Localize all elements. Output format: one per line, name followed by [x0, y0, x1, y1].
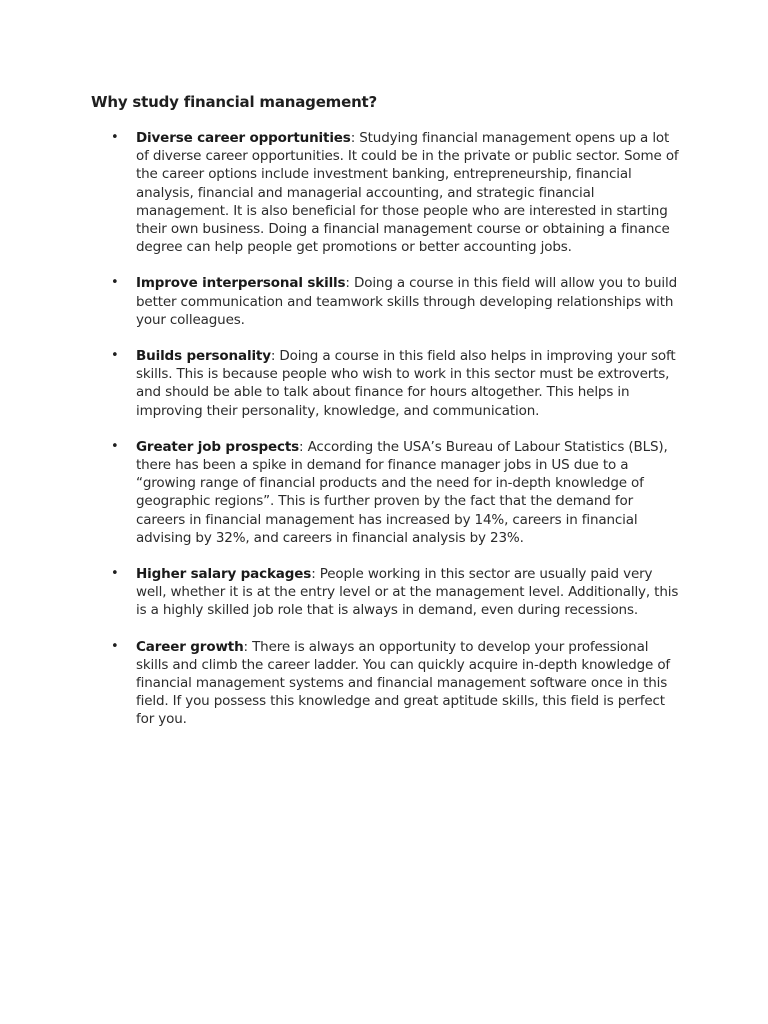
bullet-icon: •	[111, 638, 119, 654]
document-heading: Why study financial management?	[91, 93, 378, 111]
item-term: Builds personality	[136, 348, 271, 365]
item-text: : Doing a course in this field also helps in improving your soft skills. This is because people who wish to work in this sector must be extroverts, and should be able to talk about finance for hours altogether. This helps in improving their personality, knowledge, and communication.	[136, 348, 676, 419]
item-text: : According the USA’s Bureau of Labour Statistics (BLS), there has been a spike in demand for finance manager jobs in US due to a “growing range of financial products and the need for in-depth knowledge of geographic regions”. This is further proven by the fact that the demand for careers in financial management has increased by 14%, careers in financial advising by 32%, and careers in financial analysis by 23%.	[136, 438, 668, 546]
item-term: Improve interpersonal skills	[136, 275, 346, 292]
bullet-icon: •	[111, 275, 119, 291]
list-item	[91, 638, 680, 729]
list-item	[91, 347, 680, 420]
item-text: : People working in this sector are usually paid very well, whether it is at the entry level or at the management level. Additionally, this is a highly skilled job role that is always in demand, even during recessions.	[136, 566, 679, 619]
list-item	[91, 129, 680, 256]
item-term: Career growth	[136, 638, 244, 655]
item-text: : Doing a course in this field will allow you to build better communication and teamwork skills through developing relationships with your colleagues.	[136, 275, 677, 328]
item-term: Greater job prospects	[136, 438, 300, 455]
bullet-icon: •	[111, 130, 119, 145]
bullet-icon: •	[111, 566, 119, 582]
item-term: Diverse career opportunities	[136, 130, 351, 146]
item-text: : There is always an opportunity to develop your professional skills and climb the career ladder. You can quickly acquire in-depth knowledge of financial management systems and financial management software once in this field. If you possess this knowledge and great aptitude skills, this field is perfect for you.	[136, 638, 671, 728]
list-item	[91, 438, 680, 547]
item-text: : Studying financial management opens up a lot of diverse career opportunities. It could be in the private or public sector. Some of the career options include investment banking, entrepreneurship, financial analysis, financial and managerial accounting, and strategic financial management. It is also beneficial for those people who are interested in starting their own business. Doing a financial management course or obtaining a finance degree can help people get promotions or better accounting jobs.	[136, 130, 679, 256]
list-item	[91, 565, 680, 620]
list-item	[91, 274, 680, 329]
benefits-list	[91, 129, 680, 729]
item-term: Higher salary packages	[136, 566, 312, 583]
bullet-icon: •	[111, 348, 119, 364]
bullet-icon: •	[111, 438, 119, 454]
